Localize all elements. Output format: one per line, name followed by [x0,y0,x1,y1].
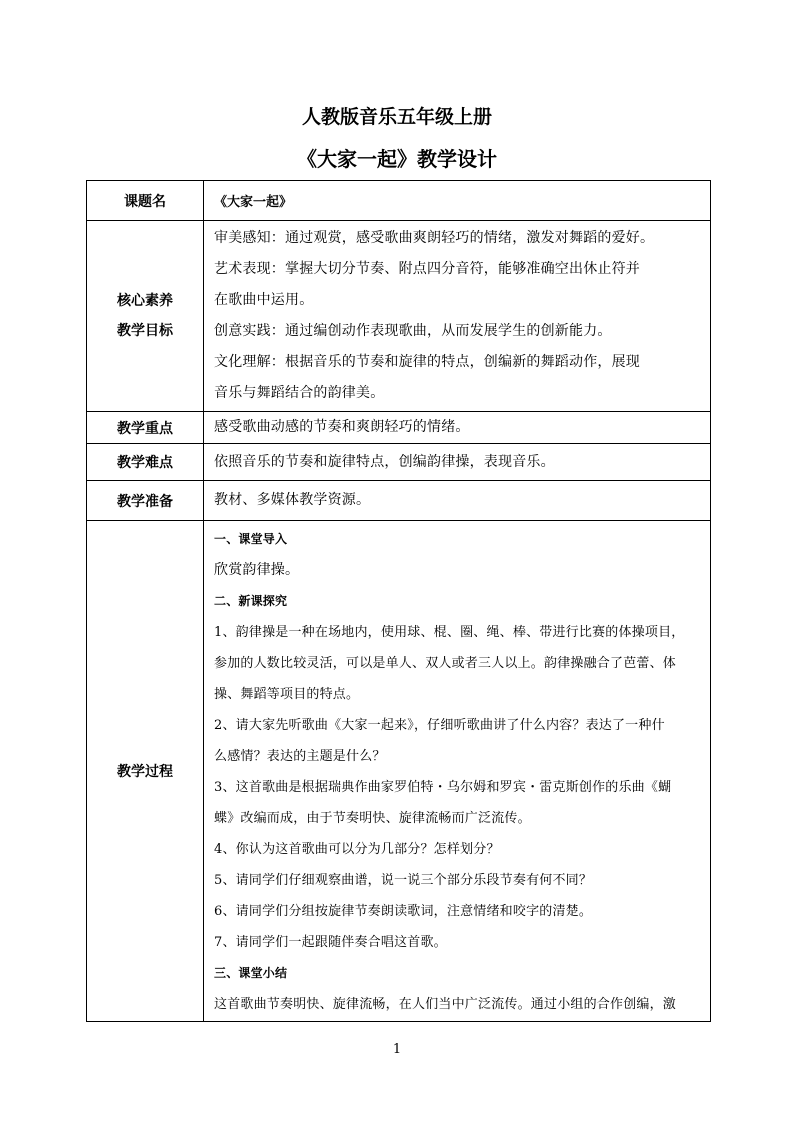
process-line: 1、韵律操是一种在场地内，使用球、棍、圈、绳、棒、带进行比赛的体操项目， [214,625,685,640]
process-label: 教学过程 [87,521,204,1022]
key-points-value [204,412,711,444]
process-line: 6、请同学们分组按旋律节奏朗读歌词，注意情绪和咬字的清楚。 [214,904,593,919]
table-row-preparation [87,481,711,521]
document-title: 人教版音乐五年级上册 [301,106,492,128]
process-line: 这首歌曲节奏明快、旋律流畅，在人们当中广泛流传。通过小组的合作创编，激 [214,997,677,1012]
objectives-content [204,221,711,412]
process-line: 操、舞蹈等项目的特点。 [214,687,360,702]
process-line: 4、你认为这首歌曲可以分为几部分？怎样划分？ [214,842,500,857]
objective-line: 艺术表现：掌握大切分节奏、附点四分音符，能够准确空出休止符并 [214,261,640,277]
objectives-label-line1: 核心素养 [117,293,173,309]
page-number: 1 [392,1042,402,1057]
lesson-plan-table [86,180,711,1022]
objectives-label [87,221,204,412]
process-line: 蝶》改编而成，由于节奏明快、旋律流畅而广泛流传。 [214,811,531,826]
process-line: 参加的人数比较灵活，可以是单人、双人或者三人以上。韵律操融合了芭蕾、体 [214,656,677,671]
process-line: 5、请同学们仔细观察曲谱，说一说三个部分乐段节奏有何不同？ [214,873,593,888]
section-heading: 二、新课探究 [214,594,288,608]
table-row-key-points [87,412,711,444]
preparation-text: 教材、多媒体教学资源。 [214,492,371,508]
table-row-difficulties [87,444,711,481]
process-content [204,521,711,1022]
document-subtitle: 《大家一起》教学设计 [297,147,497,171]
objective-line: 在歌曲中运用。 [214,292,314,308]
process-line: 3、这首歌曲是根据瑞典作曲家罗伯特・乌尔姆和罗宾・雷克斯创作的乐曲《蝴 [214,780,672,795]
process-line: 7、请同学们一起跟随伴奏合唱这首歌。 [214,935,447,950]
process-line: 欣赏韵律操。 [214,562,300,578]
table-row-objectives [87,221,711,412]
objective-line: 审美感知：通过观赏，感受歌曲爽朗轻巧的情绪，激发对舞蹈的爱好。 [214,230,655,246]
preparation-label: 教学准备 [87,481,204,521]
difficulties-value [204,444,711,481]
table-row-process [87,521,711,1022]
key-points-text: 感受歌曲动感的节奏和爽朗轻巧的情绪。 [214,419,470,435]
process-line: 么感情？表达的主题是什么？ [214,749,386,764]
difficulties-text: 依照音乐的节奏和旋律特点，创编韵律操，表现音乐。 [214,453,555,470]
section-heading: 三、课堂小结 [214,966,288,980]
objective-line: 音乐与舞蹈结合的韵律美。 [214,385,385,401]
process-line: 2、请大家先听歌曲《大家一起来》，仔细听歌曲讲了什么内容？表达了一种什 [214,718,665,733]
topic-value-text: 《大家一起》 [214,195,293,210]
preparation-value [204,481,711,521]
difficulties-label: 教学难点 [87,444,204,481]
objective-line: 创意实践：通过编创动作表现歌曲，从而发展学生的创新能力。 [214,323,612,339]
objectives-label-line2: 教学目标 [117,323,173,339]
objective-line: 文化理解：根据音乐的节奏和旋律的特点，创编新的舞蹈动作，展现 [214,354,640,370]
key-points-label: 教学重点 [87,412,204,444]
section-heading: 一、课堂导入 [214,532,288,546]
table-row-topic [87,181,711,221]
topic-value [204,181,711,221]
topic-label: 课题名 [87,181,204,221]
